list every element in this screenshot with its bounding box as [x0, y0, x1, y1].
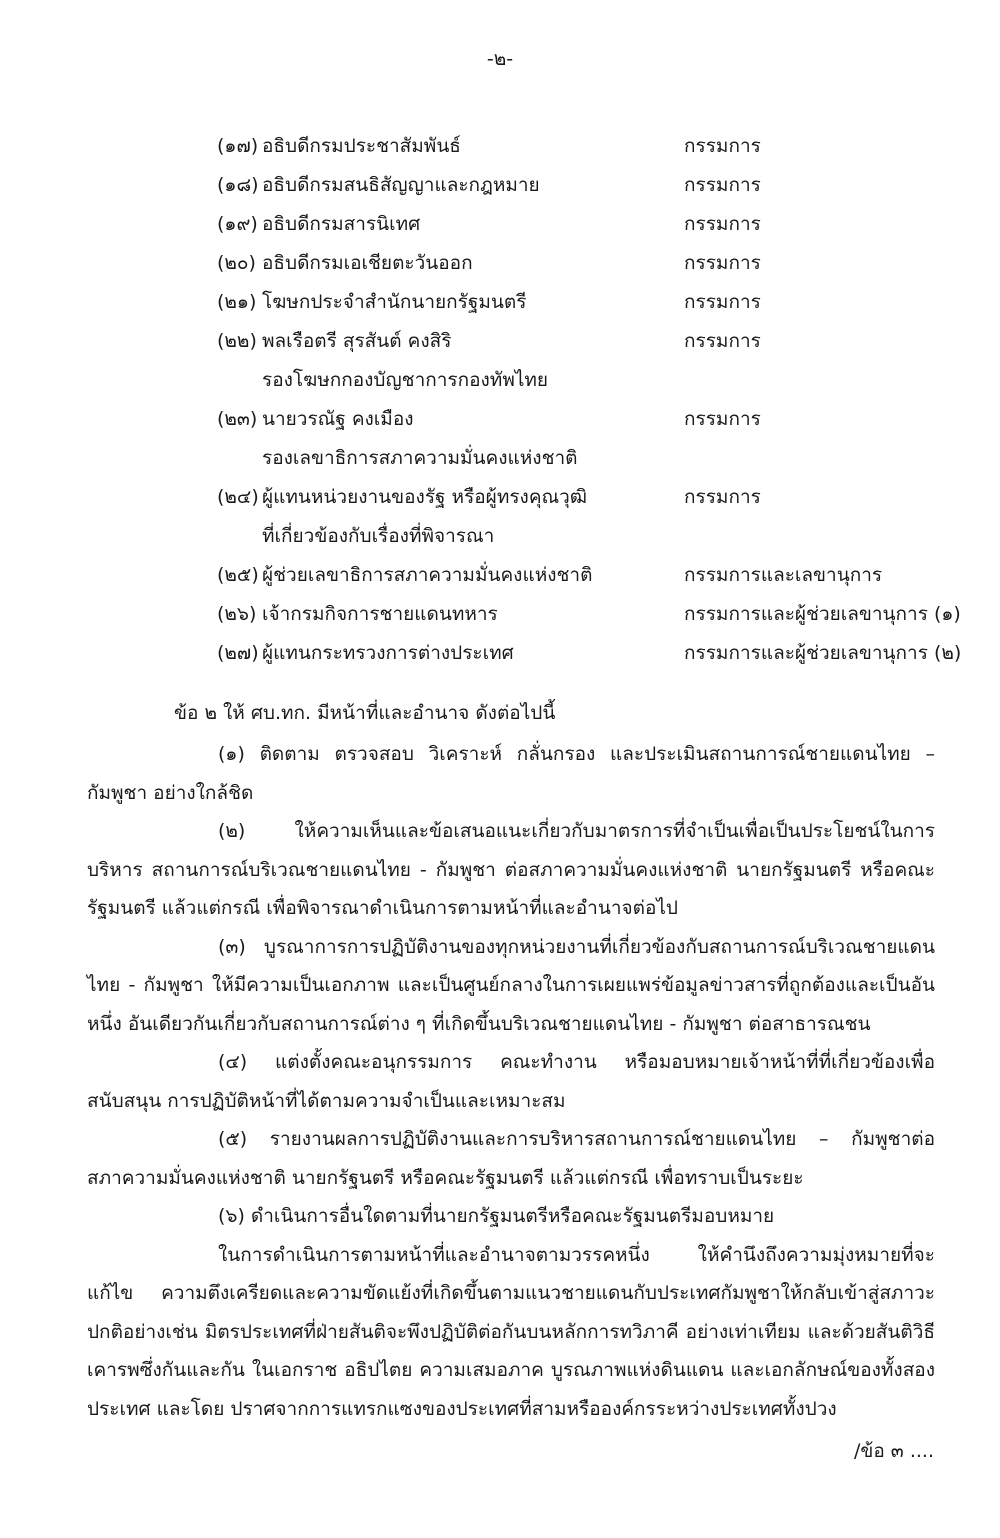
member-row	[217, 287, 957, 326]
closing-paragraph: ในการดำเนินการตามหน้าที่และอำนาจตามวรรคหนึ่ง ให้คำนึงถึงความมุ่งหมายที่จะแก้ไข ความตึงเครียดและความขัดแย้งที่เกิดขึ้นตามแนวชายแดนกับประเทศกัมพูชาให้กลับเข้าสู่สภาวะปกติอย่างเช่น มิตรประเทศที่ฝ่ายสันติจะพึงปฏิบัติต่อกันบนหลักการทวิภาคี อย่างเท่าเทียม และด้วยสันติวิธี เคารพซึ่งกันและกัน ในเอกราช อธิปไตย ความเสมอภาค บูรณภาพแห่งดินแดน และเอกลักษณ์ของทั้งสองประเทศ และโดย ปราศจากการแทรกแซงของประเทศที่สามหรือองค์กรระหว่างประเทศทั้งปวง	[87, 1243, 935, 1420]
member-name: ผู้แทนกระทรวงการต่างประเทศ	[262, 642, 514, 664]
member-number: (๑๘)	[217, 174, 259, 196]
member-position: ที่เกี่ยวข้องกับเรื่องที่พิจารณา	[262, 525, 495, 547]
member-row	[217, 404, 957, 443]
next-page-marker: /ข้อ ๓ ....	[853, 1440, 934, 1462]
member-name: อธิบดีกรมประชาสัมพันธ์	[262, 135, 461, 157]
member-name: อธิบดีกรมเอเชียตะวันออก	[262, 252, 473, 274]
member-role: กรรมการ	[684, 486, 761, 508]
member-role: กรรมการ	[684, 291, 761, 313]
member-number: (๒๓)	[217, 408, 258, 430]
member-role: กรรมการ	[684, 213, 761, 235]
member-number: (๒๒)	[217, 330, 257, 352]
member-position: รองเลขาธิการสภาความมั่นคงแห่งชาติ	[262, 447, 578, 469]
member-number: (๒๑)	[217, 291, 257, 313]
clause-heading: ข้อ ๒ ให้ ศบ.ทก. มีหน้าที่และอำนาจ ดังต่อไปนี้	[174, 702, 556, 724]
page-number: -๒-	[486, 48, 514, 70]
member-row	[217, 248, 957, 287]
member-number: (๒๔)	[217, 486, 259, 508]
member-role: กรรมการและผู้ช่วยเลขานุการ (๒)	[684, 642, 962, 664]
member-number: (๒๕)	[217, 564, 259, 586]
member-role: กรรมการ	[684, 174, 761, 196]
member-role: กรรมการ	[684, 252, 761, 274]
member-role: กรรมการ	[684, 330, 761, 352]
member-row	[217, 599, 961, 638]
member-number: (๒๗)	[217, 642, 259, 664]
member-row	[217, 326, 957, 365]
duty-item: (๑) ติดตาม ตรวจสอบ วิเคราะห์ กลั่นกรอง และประเมินสถานการณ์ชายแดนไทย – กัมพูชา อย่างใกล้ชิด	[87, 743, 935, 804]
member-name: อธิบดีกรมสนธิสัญญาและกฎหมาย	[262, 174, 540, 196]
committee-member-list	[217, 131, 962, 677]
member-number: (๒๖)	[217, 603, 257, 625]
member-position: รองโฆษกกองบัญชาการกองทัพไทย	[262, 369, 549, 391]
member-name: พลเรือตรี สุรสันต์ คงสิริ	[262, 330, 452, 352]
member-name: เจ้ากรมกิจการชายแดนทหาร	[262, 603, 498, 625]
member-name: นายวรณัฐ คงเมือง	[262, 408, 414, 430]
member-name: ผู้แทนหน่วยงานของรัฐ หรือผู้ทรงคุณวุฒิ	[262, 486, 587, 508]
member-role: กรรมการและผู้ช่วยเลขานุการ (๑)	[684, 603, 961, 625]
member-row	[217, 482, 957, 521]
member-name: โฆษกประจำสำนักนายกรัฐมนตรี	[262, 291, 527, 313]
duty-item: (๔) แต่งตั้งคณะอนุกรรมการ คณะทำงาน หรือมอบหมายเจ้าหน้าที่ที่เกี่ยวข้องเพื่อสนับสนุน การปฏิบัติหน้าที่ได้ตามความจำเป็นและเหมาะสม	[87, 1051, 935, 1112]
member-row	[217, 560, 957, 599]
member-name: อธิบดีกรมสารนิเทศ	[262, 213, 421, 235]
duty-item: (๕) รายงานผลการปฏิบัติงานและการบริหารสถานการณ์ชายแดนไทย – กัมพูชาต่อ สภาความมั่นคงแห่งชาติ นายกรัฐนตรี หรือคณะรัฐมนตรี แล้วแต่กรณี เพื่อทราบเป็นระยะ	[87, 1128, 935, 1189]
member-number: (๑๗)	[217, 135, 259, 157]
duty-item: (๖) ดำเนินการอื่นใดตามที่นายกรัฐมนตรีหรือคณะรัฐมนตรีมอบหมาย	[218, 1205, 775, 1227]
member-role: กรรมการ	[684, 408, 761, 430]
member-role: กรรมการ	[684, 135, 761, 157]
duty-item: (๒) ให้ความเห็นและข้อเสนอแนะเกี่ยวกับมาตรการที่จำเป็นเพื่อเป็นประโยชน์ในการบริหาร สถานการณ์บริเวณชายแดนไทย - กัมพูชา ต่อสภาความมั่นคงแห่งชาติ นายกรัฐมนตรี หรือคณะรัฐมนตรี แล้วแต่กรณี เพื่อพิจารณาดำเนินการตามหน้าที่และอำนาจต่อไป	[87, 820, 935, 919]
clause-2-section	[87, 697, 935, 1428]
member-row	[217, 170, 957, 209]
member-number: (๑๙)	[217, 213, 258, 235]
member-number: (๒๐)	[217, 252, 256, 274]
member-role: กรรมการและเลขานุการ	[684, 564, 883, 586]
member-name: ผู้ช่วยเลขาธิการสภาความมั่นคงแห่งชาติ	[262, 564, 593, 586]
member-row	[217, 131, 957, 170]
duty-item: (๓) บูรณาการการปฏิบัติงานของทุกหน่วยงานที่เกี่ยวข้องกับสถานการณ์บริเวณชายแดน ไทย - กัมพูชา ให้มีความเป็นเอกภาพ และเป็นศูนย์กลางในการเผยแพร่ข้อมูลข่าวสารที่ถูกต้องและเป็นอันหนึ่ง อันเดียวกันเกี่ยวกับสถานการณ์ต่าง ๆ ที่เกิดขึ้นบริเวณชายแดนไทย - กัมพูชา ต่อสาธารณชน	[87, 935, 935, 1035]
member-row	[217, 638, 962, 677]
member-row	[217, 209, 957, 248]
